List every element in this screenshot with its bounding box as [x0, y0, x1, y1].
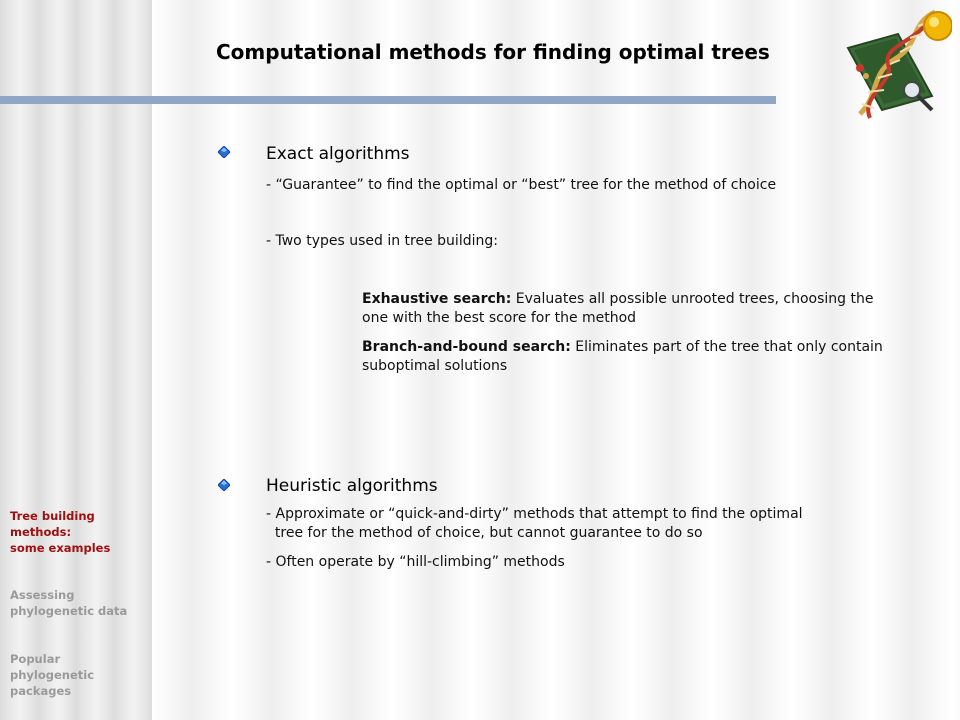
sidebar-item-tree-building[interactable]: [10, 508, 150, 556]
exact-line-guarantee: - “Guarantee” to find the optimal or “best” tree for the method of choice: [266, 177, 777, 193]
diamond-bullet-icon: [218, 479, 230, 491]
branch-and-bound-desc: Eliminates part of the tree that only contain suboptimal solutions: [362, 339, 883, 374]
sidebar-item-popular-packages[interactable]: [10, 651, 150, 699]
heuristic-line-hill-climbing: - Often operate by “hill-climbing” methods: [266, 554, 565, 570]
title-underline-bar: [0, 96, 776, 104]
sidebar-item-label-line: methods:: [10, 525, 72, 539]
exhaustive-search-desc: Evaluates all possible unrooted trees, choosing the one with the best score for the method: [362, 291, 874, 326]
exhaustive-search-term: Exhaustive search:: [362, 291, 512, 307]
sidebar-item-assessing[interactable]: [10, 587, 150, 619]
diamond-bullet-icon: [218, 146, 230, 158]
sidebar-item-label-line: Popular: [10, 652, 61, 666]
exhaustive-search-item: [362, 290, 902, 328]
sidebar-item-label-line: packages: [10, 684, 72, 698]
heuristic-line-approximate-cont: tree for the method of choice, but cannot guarantee to do so: [266, 525, 703, 541]
sidebar-item-label-line: some examples: [10, 541, 111, 555]
branch-and-bound-term: Branch-and-bound search:: [362, 339, 571, 355]
exact-algorithms-heading: Exact algorithms: [266, 144, 410, 164]
heuristic-algorithms-heading: Heuristic algorithms: [266, 476, 438, 496]
heuristic-line-approximate: - Approximate or “quick-and-dirty” methods that attempt to find the optimal: [266, 506, 803, 522]
sidebar-item-label-line: phylogenetic data: [10, 604, 128, 618]
sidebar-item-label-line: Assessing: [10, 588, 75, 602]
exact-line-two-types: - Two types used in tree building:: [266, 233, 498, 249]
dna-helix-logo-icon: [840, 4, 952, 124]
branch-and-bound-item: [362, 338, 910, 376]
sidebar-item-label-line: phylogenetic: [10, 668, 95, 682]
slide-title: Computational methods for finding optimal trees: [216, 40, 770, 64]
sidebar-item-label-line: Tree building: [10, 509, 95, 523]
